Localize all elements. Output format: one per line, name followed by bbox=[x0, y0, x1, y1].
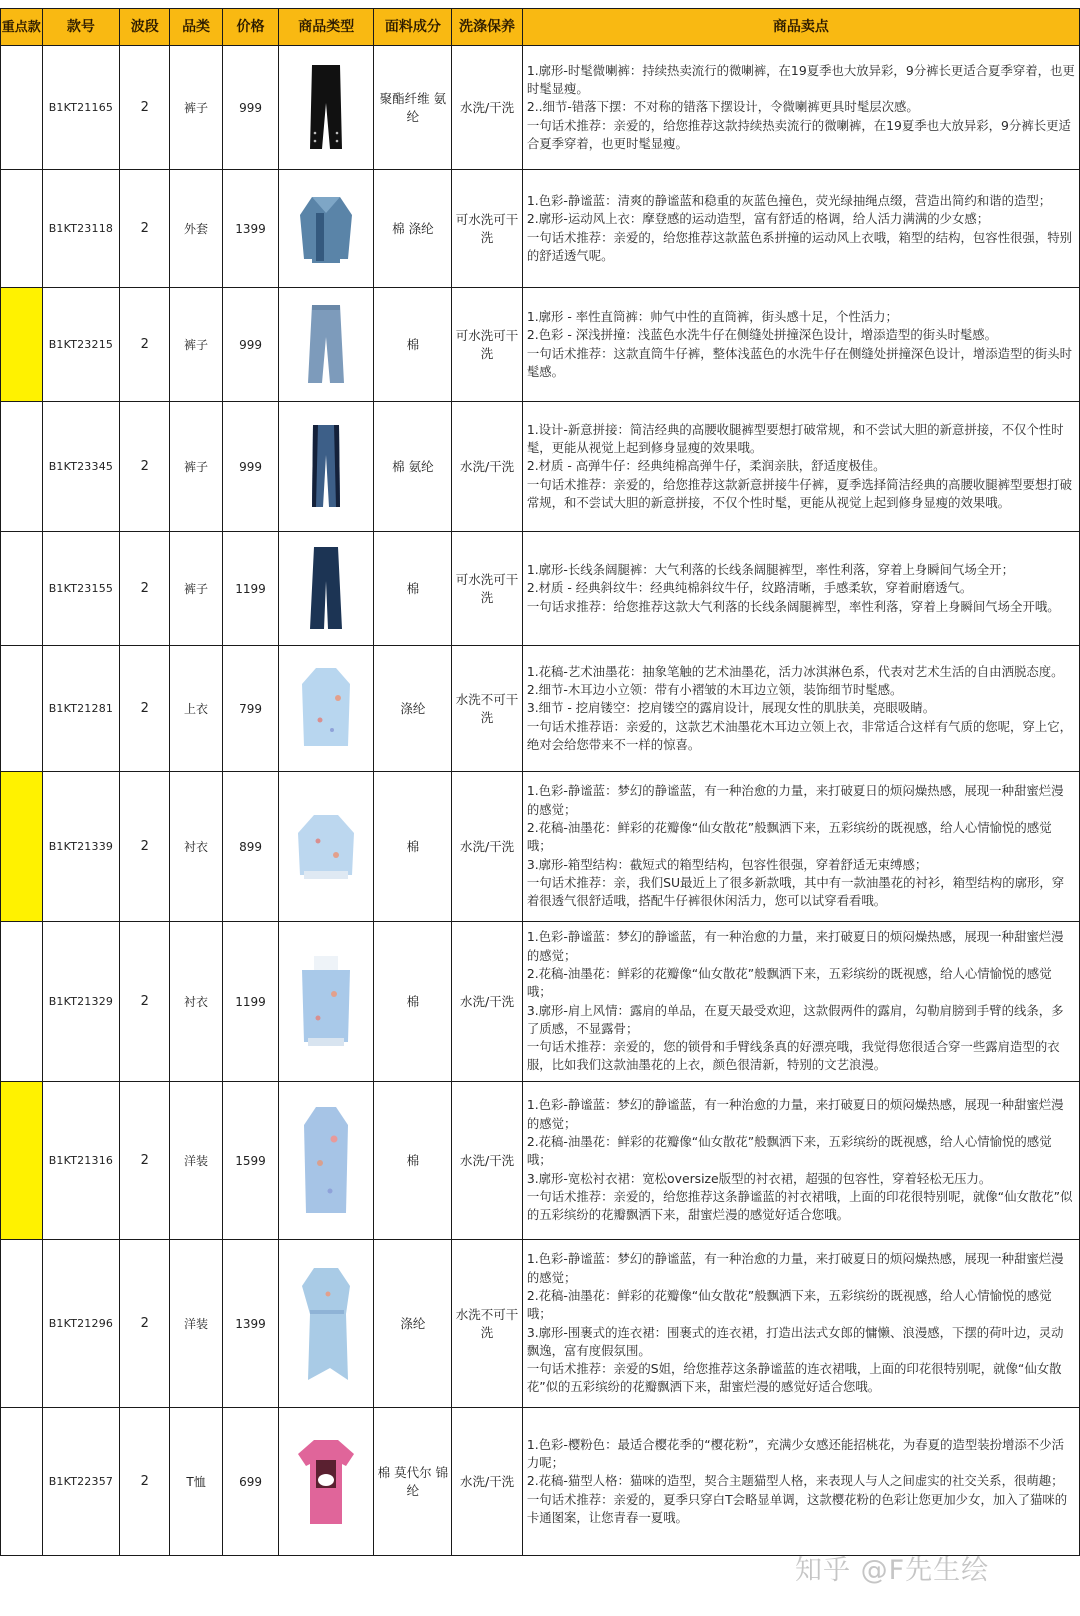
header-row bbox=[1, 9, 1080, 46]
selling-points-cell bbox=[522, 1082, 1079, 1240]
sales-pitch-line: 一句话术推荐：亲爱的，您的锁骨和手臂线条真的好漂亮哦，我觉得您很适合穿一些露肩造型的衣服，比如我们这款油墨花的上衣，颜色很清新，特别的文艺浪漫。 bbox=[526, 1039, 1060, 1073]
selling-point-line: 1.色彩-静谧蓝：梦幻的静谧蓝，有一种治愈的力量，来打破夏日的烦闷燥热感，展现一种甜蜜烂漫的感觉； bbox=[526, 783, 1064, 817]
product-image-cell bbox=[279, 1082, 374, 1240]
care-cell: 可水洗可干洗 bbox=[452, 170, 523, 288]
category-cell: 衬衣 bbox=[170, 772, 223, 922]
care-cell: 水洗/干洗 bbox=[452, 922, 523, 1082]
product-code: B1KT21339 bbox=[42, 772, 120, 922]
product-code: B1KT23345 bbox=[42, 402, 120, 532]
selling-point-line: 2.花稿-猫型人格：猫咪的造型，契合主题猫型人格，来表现人与人之间虚实的社交关系，很萌趣； bbox=[526, 1473, 1064, 1489]
material-cell: 棉 莫代尔 锦纶 bbox=[374, 1408, 452, 1556]
selling-point-line: 1.廓形 - 率性直筒裤：帅气中性的直筒裤，街头感十足，个性活力； bbox=[526, 308, 898, 324]
selling-point-line: 3.廓形-围裹式的连衣裙：围裹式的连衣裙，打造出法式女郎的慵懒、浪漫感，下摆的荷叶边，灵动飘逸，富有度假氛围。 bbox=[526, 1324, 1064, 1358]
table-row bbox=[1, 532, 1080, 646]
material-cell: 聚酯纤维 氨纶 bbox=[374, 46, 452, 170]
table-row bbox=[1, 1408, 1080, 1556]
dark-wide-leg-jeans-image bbox=[279, 545, 373, 633]
off-shoulder-floral-shirt-image bbox=[279, 954, 373, 1050]
product-image-cell bbox=[279, 1240, 374, 1408]
price-cell: 999 bbox=[223, 46, 279, 170]
two-tone-denim-jeans-image bbox=[279, 423, 373, 511]
sales-pitch-line: 一句话术推荐：亲爱的S姐，给您推荐这条静谧蓝的连衣裙哦，上面的印花很特别呢，就像“仙女散花”似的五彩缤纷的花瓣飘洒下来，甜蜜烂漫的感觉好适合您哦。 bbox=[526, 1361, 1062, 1395]
selling-point-line: 3.廓形-肩上风情：露肩的单品，在夏天最受欢迎，这款假两件的露肩，勾勒肩膀到手臂的线条，多了质感，不显露骨； bbox=[526, 1002, 1064, 1036]
care-cell: 水洗/干洗 bbox=[452, 402, 523, 532]
selling-points-cell bbox=[522, 646, 1079, 772]
selling-point-line: 2..细节-错落下摆：不对称的错落下摆设计，令微喇裤更具时髦层次感。 bbox=[526, 99, 919, 115]
key-style-cell bbox=[1, 646, 43, 772]
material-cell: 棉 bbox=[374, 922, 452, 1082]
material-cell: 棉 bbox=[374, 532, 452, 646]
selling-point-line: 3.细节 - 挖肩镂空：挖肩镂空的露肩设计，展现女性的肌肤美，亮眼吸睛。 bbox=[526, 700, 936, 716]
sales-pitch-line: 一句话术推荐：亲爱的，给您推荐这款蓝色系拼撞的运动风上衣哦，箱型的结构，包容性很强，特别的舒适透气呢。 bbox=[526, 229, 1073, 263]
category-cell: 上衣 bbox=[170, 646, 223, 772]
product-code: B1KT23215 bbox=[42, 288, 120, 402]
product-code: B1KT21329 bbox=[42, 922, 120, 1082]
category-cell: 裤子 bbox=[170, 532, 223, 646]
product-image-cell bbox=[279, 646, 374, 772]
material-cell: 涤纶 bbox=[374, 1240, 452, 1408]
category-cell: 裤子 bbox=[170, 402, 223, 532]
price-cell: 899 bbox=[223, 772, 279, 922]
header-material: 面料成分 bbox=[374, 9, 452, 46]
care-cell: 可水洗可干洗 bbox=[452, 532, 523, 646]
product-code: B1KT21165 bbox=[42, 46, 120, 170]
selling-point-line: 2.花稿-油墨花：鲜彩的花瓣像“仙女散花”般飘洒下来，五彩缤纷的既视感，给人心情愉悦的感觉哦； bbox=[526, 965, 1052, 1000]
product-table bbox=[0, 8, 1080, 1556]
category-cell: 外套 bbox=[170, 170, 223, 288]
material-cell: 棉 bbox=[374, 772, 452, 922]
key-style-cell bbox=[1, 170, 43, 288]
product-code: B1KT23118 bbox=[42, 170, 120, 288]
sales-pitch-line: 一句话求推荐：给您推荐这款大气利落的长线条阔腿裤型，率性利落，穿着上身瞬间气场全开哦。 bbox=[526, 598, 1060, 614]
header-price: 价格 bbox=[223, 9, 279, 46]
wave-cell: 2 bbox=[120, 288, 170, 402]
table-row bbox=[1, 402, 1080, 532]
sales-pitch-line: 一句话术推荐：这款直筒牛仔裤，整体浅蓝色的水洗牛仔在侧缝处拼撞深色设计，增添造型的街头时髦感。 bbox=[526, 345, 1073, 379]
selling-point-line: 1.色彩-樱粉色：最适合樱花季的“樱花粉”，充满少女感还能招桃花，为春夏的造型装扮增添不少活力呢； bbox=[526, 1436, 1064, 1471]
wave-cell: 2 bbox=[120, 772, 170, 922]
key-style-highlight bbox=[1, 772, 43, 922]
wrap-floral-dress-image bbox=[279, 1264, 373, 1384]
care-cell: 水洗不可干洗 bbox=[452, 1240, 523, 1408]
wave-cell: 2 bbox=[120, 46, 170, 170]
wave-cell: 2 bbox=[120, 922, 170, 1082]
selling-points-cell bbox=[522, 1240, 1079, 1408]
floral-blue-shirt-image bbox=[279, 811, 373, 883]
selling-points-cell bbox=[522, 532, 1079, 646]
selling-points-cell bbox=[522, 288, 1079, 402]
category-cell: 裤子 bbox=[170, 288, 223, 402]
selling-points-cell bbox=[522, 1408, 1079, 1556]
table-row bbox=[1, 646, 1080, 772]
selling-point-line: 1.设计-新意拼接：简洁经典的高腰收腿裤型要想打破常规，和不尝试大胆的新意拼接，不仅个性时髦，更能从视觉上起到修身显瘦的效果哦。 bbox=[526, 421, 1064, 456]
sales-pitch-line: 一句话术推荐：亲，我们SU最近上了很多新款哦，其中有一款油墨花的衬衫，箱型结构的廓形，穿着很透气很舒适哦，搭配牛仔裤很休闲活力，您可以试穿看看哦。 bbox=[526, 874, 1065, 909]
product-image-cell bbox=[279, 532, 374, 646]
category-cell: 衬衣 bbox=[170, 922, 223, 1082]
sales-pitch-line: 一句话术推荐语：亲爱的，这款艺术油墨花木耳边立领上衣，非常适合这样有气质的您呢，穿上它，绝对会给您带来不一样的惊喜。 bbox=[526, 718, 1073, 752]
light-blue-straight-jeans-image bbox=[279, 303, 373, 387]
care-cell: 水洗/干洗 bbox=[452, 1408, 523, 1556]
material-cell: 棉 涤纶 bbox=[374, 170, 452, 288]
wave-cell: 2 bbox=[120, 1408, 170, 1556]
price-cell: 999 bbox=[223, 288, 279, 402]
table-row bbox=[1, 170, 1080, 288]
care-cell: 水洗/干洗 bbox=[452, 46, 523, 170]
floral-shirt-dress-image bbox=[279, 1103, 373, 1219]
product-code: B1KT21296 bbox=[42, 1240, 120, 1408]
price-cell: 999 bbox=[223, 402, 279, 532]
product-code: B1KT21281 bbox=[42, 646, 120, 772]
watermark: 知乎 @F先生绘 bbox=[795, 1555, 990, 1586]
header-selling-points: 商品卖点 bbox=[522, 9, 1079, 46]
selling-point-line: 2.廓形-运动风上衣：摩登感的运动造型，富有舒适的格调，给人活力满满的少女感； bbox=[526, 211, 990, 227]
floral-blue-blouse-image bbox=[279, 664, 373, 754]
material-cell: 棉 bbox=[374, 1082, 452, 1240]
category-cell: 洋装 bbox=[170, 1240, 223, 1408]
price-cell: 1599 bbox=[223, 1082, 279, 1240]
product-code: B1KT21316 bbox=[42, 1082, 120, 1240]
material-cell: 棉 氨纶 bbox=[374, 402, 452, 532]
material-cell: 涤纶 bbox=[374, 646, 452, 772]
blue-denim-jacket-image bbox=[279, 193, 373, 265]
sales-pitch-line: 一句话术推荐：亲爱的，夏季只穿白T会略显单调，这款樱花粉的色彩让您更加少女，加入了猫咪的卡通图案，让您青春一夏哦。 bbox=[526, 1491, 1068, 1525]
table-row bbox=[1, 1240, 1080, 1408]
selling-point-line: 1.廓形-长线条阔腿裤：大气利落的长线条阔腿裤型，率性利落，穿着上身瞬间气场全开； bbox=[526, 562, 1014, 578]
price-cell: 1199 bbox=[223, 922, 279, 1082]
table-row bbox=[1, 922, 1080, 1082]
header-product-image: 商品类型 bbox=[279, 9, 374, 46]
price-cell: 799 bbox=[223, 646, 279, 772]
pink-cat-print-tshirt-image bbox=[279, 1436, 373, 1528]
header-wave: 波段 bbox=[120, 9, 170, 46]
black-flared-pants-image bbox=[279, 63, 373, 153]
header-care: 洗涤保养 bbox=[452, 9, 523, 46]
selling-point-line: 3.廓形-宽松衬衣裙：宽松oversize版型的衬衣裙，超强的包容性，穿着轻松无压力。 bbox=[526, 1170, 992, 1186]
product-image-cell bbox=[279, 1408, 374, 1556]
product-code: B1KT22357 bbox=[42, 1408, 120, 1556]
product-image-cell bbox=[279, 922, 374, 1082]
product-image-cell bbox=[279, 288, 374, 402]
price-cell: 1199 bbox=[223, 532, 279, 646]
key-style-cell bbox=[1, 922, 43, 1082]
selling-point-line: 3.廓形-箱型结构：截短式的箱型结构，包容性很强，穿着舒适无束缚感； bbox=[526, 856, 928, 872]
wave-cell: 2 bbox=[120, 1082, 170, 1240]
material-cell: 棉 bbox=[374, 288, 452, 402]
sales-pitch-line: 一句话术推荐：亲爱的，给您推荐这条静谧蓝的衬衣裙哦，上面的印花很特别呢，就像“仙女散花”似的五彩缤纷的花瓣飘洒下来，甜蜜烂漫的感觉好适合您哦。 bbox=[526, 1188, 1073, 1223]
selling-point-line: 1.色彩-静谧蓝：梦幻的静谧蓝，有一种治愈的力量，来打破夏日的烦闷燥热感，展现一种甜蜜烂漫的感觉； bbox=[526, 1251, 1064, 1285]
table-row bbox=[1, 1082, 1080, 1240]
care-cell: 可水洗可干洗 bbox=[452, 288, 523, 402]
selling-point-line: 1.色彩-静谧蓝：清爽的静谧蓝和稳重的灰蓝色撞色，荧光绿抽绳点缀，营造出简约和谐的造型； bbox=[526, 192, 1052, 208]
table-row bbox=[1, 46, 1080, 170]
product-image-cell bbox=[279, 402, 374, 532]
key-style-cell bbox=[1, 46, 43, 170]
selling-points-cell bbox=[522, 772, 1079, 922]
selling-point-line: 2.细节-木耳边小立领：带有小褶皱的木耳边立领，装饰细节时髦感。 bbox=[526, 682, 903, 698]
selling-points-cell bbox=[522, 922, 1079, 1082]
selling-point-line: 2.色彩 - 深浅拼撞：浅蓝色水洗牛仔在侧缝处拼撞深色设计，增添造型的街头时髦感。 bbox=[526, 327, 998, 343]
key-style-cell bbox=[1, 1408, 43, 1556]
category-cell: T恤 bbox=[170, 1408, 223, 1556]
product-selling-points-sheet bbox=[0, 8, 1080, 1556]
key-style-cell bbox=[1, 402, 43, 532]
wave-cell: 2 bbox=[120, 646, 170, 772]
selling-points-cell bbox=[522, 170, 1079, 288]
selling-point-line: 2.材质 - 高弹牛仔：经典纯棉高弹牛仔，柔润亲肤，舒适度极佳。 bbox=[526, 458, 886, 474]
selling-points-cell bbox=[522, 402, 1079, 532]
sales-pitch-line: 一句话术推荐：亲爱的，给您推荐这款新意拼接牛仔裤，夏季选择简洁经典的高腰收腿裤型要想打破常规，和不尝试大胆的新意拼接，不仅个性时髦，更能从视觉上起到修身显瘦的效果哦。 bbox=[526, 476, 1073, 510]
sales-pitch-line: 一句话术推荐：亲爱的，给您推荐这款持续热卖流行的微喇裤，在19夏季也大放异彩，9分裤长更适合夏季穿着，也更时髦显瘦。 bbox=[526, 117, 1071, 151]
selling-point-line: 1.廓形-时髦微喇裤：持续热卖流行的微喇裤，在19夏季也大放异彩，9分裤长更适合夏季穿着，也更时髦显瘦。 bbox=[526, 62, 1075, 97]
selling-point-line: 1.花稿-艺术油墨花：抽象笔触的艺术油墨花，活力冰淇淋色系，代表对艺术生活的自由洒脱态度。 bbox=[526, 663, 1064, 679]
key-style-cell bbox=[1, 1240, 43, 1408]
product-code: B1KT23155 bbox=[42, 532, 120, 646]
table-row bbox=[1, 772, 1080, 922]
selling-point-line: 2.花稿-油墨花：鲜彩的花瓣像“仙女散花”般飘洒下来，五彩缤纷的既视感，给人心情愉悦的感觉哦； bbox=[526, 1287, 1052, 1322]
selling-point-line: 2.花稿-油墨花：鲜彩的花瓣像“仙女散花”般飘洒下来，五彩缤纷的既视感，给人心情愉悦的感觉哦； bbox=[526, 820, 1052, 854]
price-cell: 699 bbox=[223, 1408, 279, 1556]
category-cell: 洋装 bbox=[170, 1082, 223, 1240]
price-cell: 1399 bbox=[223, 1240, 279, 1408]
selling-point-line: 2.材质 - 经典斜纹牛：经典纯棉斜纹牛仔，纹路清晰，手感柔软，穿着耐磨透气。 bbox=[526, 580, 973, 596]
key-style-cell bbox=[1, 532, 43, 646]
price-cell: 1399 bbox=[223, 170, 279, 288]
selling-points-cell bbox=[522, 46, 1079, 170]
wave-cell: 2 bbox=[120, 532, 170, 646]
key-style-highlight bbox=[1, 1082, 43, 1240]
care-cell: 水洗不可干洗 bbox=[452, 646, 523, 772]
key-style-highlight bbox=[1, 288, 43, 402]
care-cell: 水洗/干洗 bbox=[452, 1082, 523, 1240]
header-key-style: 重点款 bbox=[1, 9, 43, 46]
wave-cell: 2 bbox=[120, 402, 170, 532]
wave-cell: 2 bbox=[120, 170, 170, 288]
table-row bbox=[1, 288, 1080, 402]
header-category: 品类 bbox=[170, 9, 223, 46]
care-cell: 水洗/干洗 bbox=[452, 772, 523, 922]
product-image-cell bbox=[279, 772, 374, 922]
category-cell: 裤子 bbox=[170, 46, 223, 170]
product-image-cell bbox=[279, 46, 374, 170]
selling-point-line: 1.色彩-静谧蓝：梦幻的静谧蓝，有一种治愈的力量，来打破夏日的烦闷燥热感，展现一种甜蜜烂漫的感觉； bbox=[526, 929, 1064, 963]
wave-cell: 2 bbox=[120, 1240, 170, 1408]
selling-point-line: 2.花稿-油墨花：鲜彩的花瓣像“仙女散花”般飘洒下来，五彩缤纷的既视感，给人心情愉悦的感觉哦； bbox=[526, 1134, 1052, 1168]
header-code: 款号 bbox=[42, 9, 120, 46]
selling-point-line: 1.色彩-静谧蓝：梦幻的静谧蓝，有一种治愈的力量，来打破夏日的烦闷燥热感，展现一种甜蜜烂漫的感觉； bbox=[526, 1097, 1064, 1131]
product-image-cell bbox=[279, 170, 374, 288]
